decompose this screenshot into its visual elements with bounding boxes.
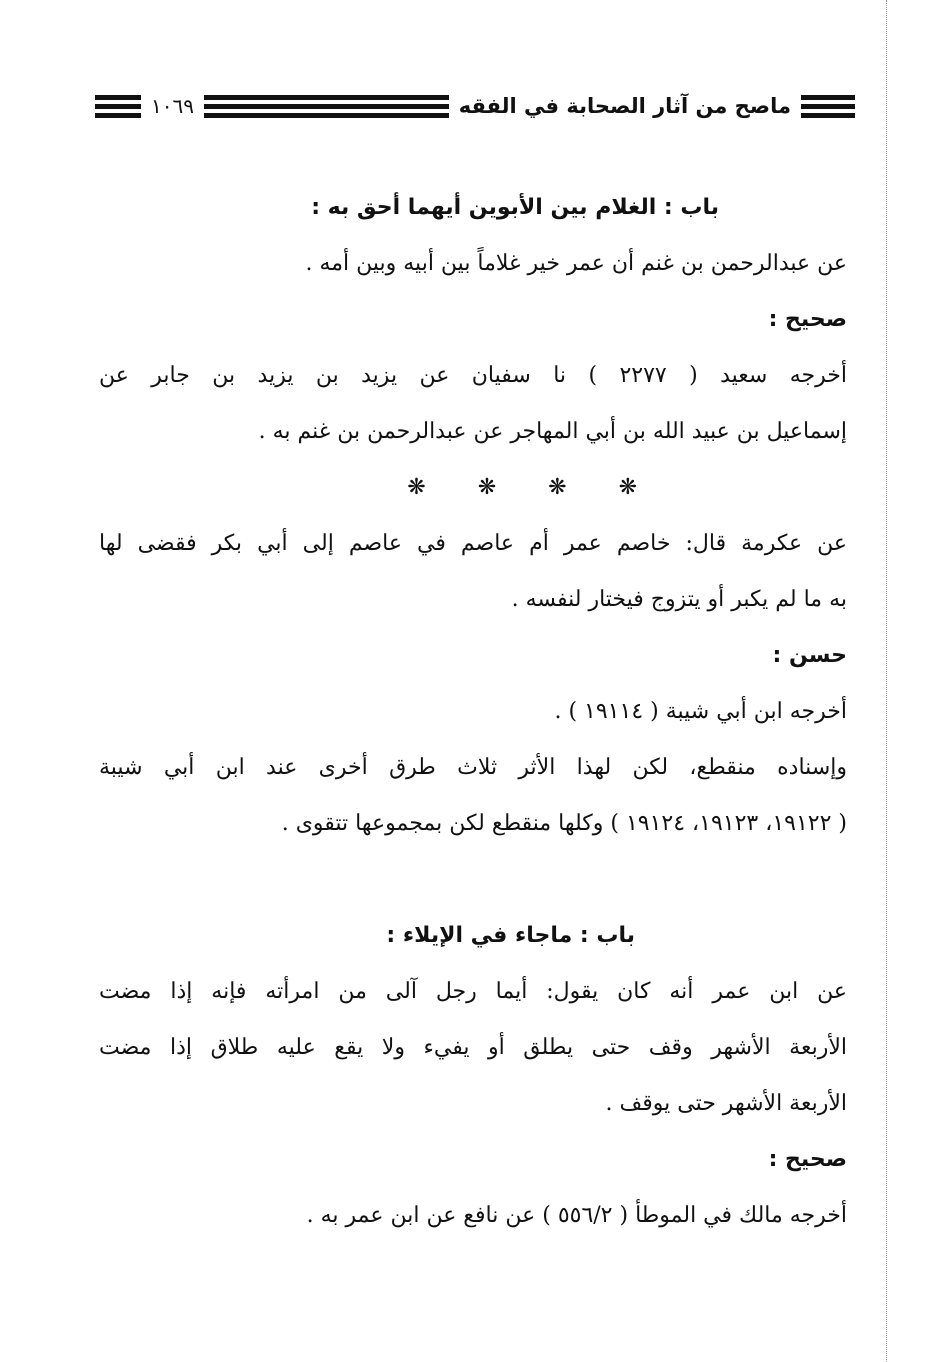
source-line: أخرجه ابن أبي شيبة ( ١٩١١٤ ) .	[554, 699, 847, 724]
source-line: وإسناده منقطع، لكن لهذا الأثر ثلاث طرق أخرى عند ابن أبي شيبة	[99, 755, 847, 780]
narration-line: عن عكرمة قال: خاصم عمر أم عاصم في عاصم إلى أبي بكر فقضى لها	[99, 531, 847, 556]
narration-line: عن ابن عمر أنه كان يقول: أيما رجل آلى من امرأته فإنه إذا مضت	[99, 979, 847, 1004]
source-line: أخرجه سعيد ( ٢٢٧٧ ) نا سفيان عن يزيد بن يزيد بن جابر عن	[99, 363, 847, 388]
header-rule-left	[95, 91, 141, 121]
header-rule-right	[801, 91, 855, 121]
page-number: ١٠٦٩	[151, 94, 194, 118]
spacer	[99, 852, 847, 908]
asterism-icon: ❋	[407, 475, 426, 500]
source-line: أخرجه مالك في الموطأ ( ٥٥٦/٢ ) عن نافع عن ابن عمر به .	[306, 1203, 847, 1228]
source-line: ( ١٩١٢٢، ١٩١٢٣، ١٩١٢٤ ) وكلها منقطع لكن بمجموعها تتقوى .	[281, 811, 847, 836]
page-content	[99, 180, 847, 1244]
asterism-icon: ❋	[548, 475, 567, 500]
section-separator	[99, 460, 847, 516]
grade-label: صحيح :	[768, 307, 847, 332]
section-heading-ila: باب : ماجاء في الإيلاء :	[386, 923, 635, 948]
asterism-icon: ❋	[477, 475, 497, 500]
narration-line: الأربعة الأشهر حتى يوقف .	[605, 1091, 847, 1116]
narration-line: به ما لم يكبر أو يتزوج فيختار لنفسه .	[511, 587, 847, 612]
grade-label: حسن :	[772, 643, 847, 668]
asterism-icon: ❋	[618, 475, 637, 500]
section-heading-custody: باب : الغلام بين الأبوين أيهما أحق به :	[311, 195, 719, 220]
margin-dotted-rule	[886, 0, 887, 1362]
header-title: ماصح من آثار الصحابة في الفقه	[458, 94, 791, 118]
running-header	[95, 88, 855, 124]
header-rule-middle	[204, 91, 449, 121]
narration-line: عن عبدالرحمن بن غنم أن عمر خير غلاماً بين أبيه وبين أمه .	[305, 251, 847, 276]
narration-line: الأربعة الأشهر وقف حتى يطلق أو يفيء ولا يقع عليه طلاق إذا مضت	[99, 1035, 847, 1060]
grade-label: صحيح :	[768, 1147, 847, 1172]
source-line: إسماعيل بن عبيد الله بن أبي المهاجر عن عبدالرحمن بن غنم به .	[258, 419, 847, 444]
